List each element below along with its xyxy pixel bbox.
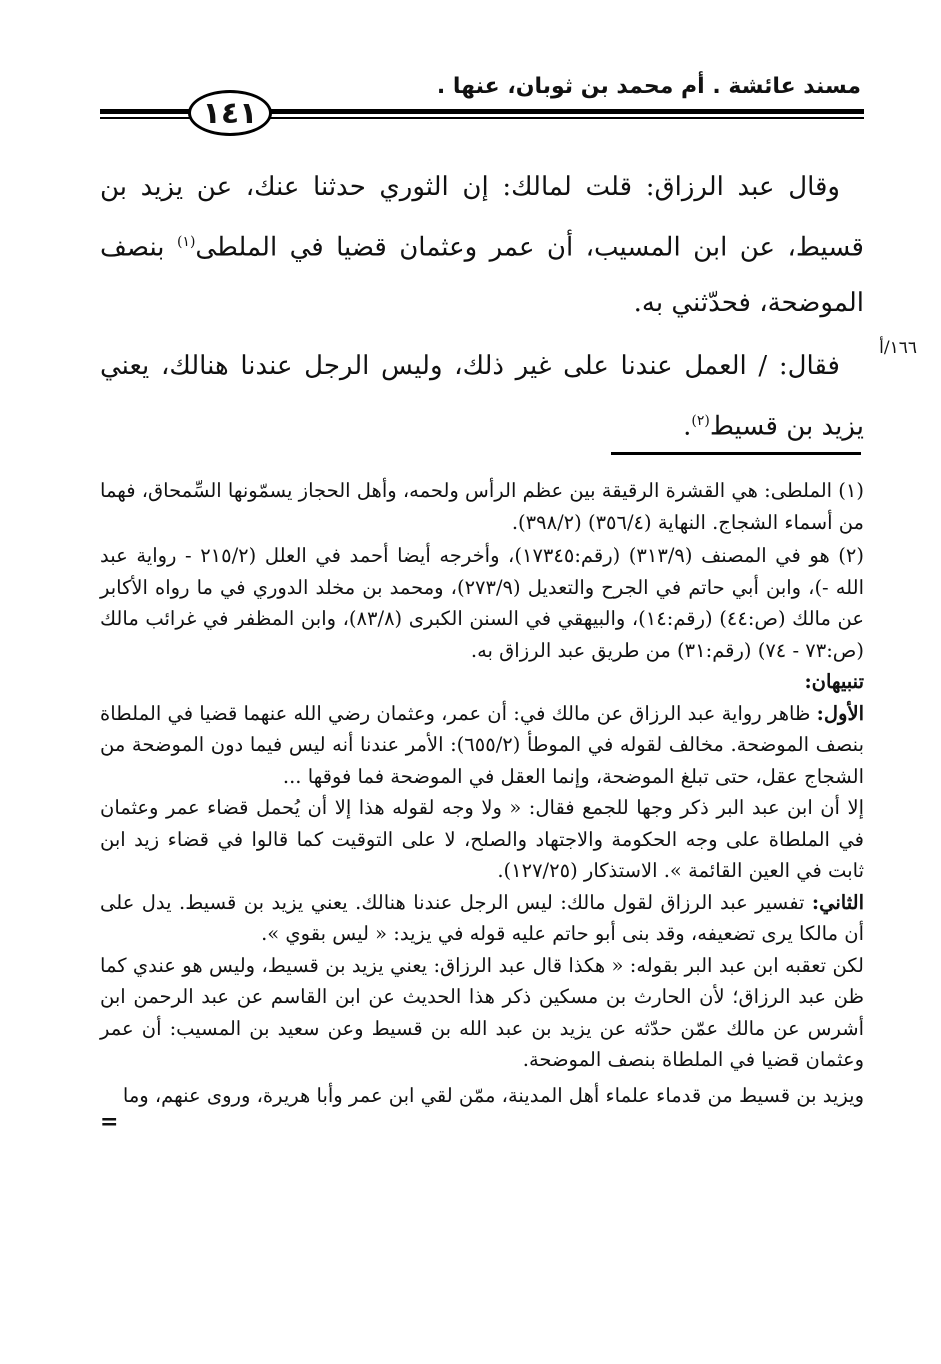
note-second-label: الثاني: — [811, 890, 864, 914]
main-paragraph-2-text: فقال: / العمل عندنا على غير ذلك، وليس الرجل عندنا هنالك، يعني يزيد بن قسيط — [100, 350, 864, 442]
main-paragraph-2-tail: . — [683, 411, 692, 442]
note-first-text: ظاهر رواية عبد الرزاق عن مالك في: أن عمر، وعثمان رضي الله عنهما قضيا في الملطاة بنصف الموضحة. مخالف لقوله في الموطأ (٦٥٥/٢): الأمر عندنا أنه ليس فيما دون الموضحة من الشجاج عقل، حتى تبلغ الموضحة، وإنما العقل في الموضحة فما فوقها ... — [100, 701, 864, 788]
footnotes — [100, 475, 864, 1133]
footnote-ref-1: (١) — [176, 234, 196, 250]
main-paragraph-1 — [100, 160, 864, 331]
note-first-continued: إلا أن ابن عبد البر ذكر وجها للجمع فقال: « ولا وجه لقوله هذا إلا أن يُحمل قضاء عمر وعثمان في الملطاة على وجه الحكومة والاجتهاد والصلح، لا على التوقيت كما قالوا في قضاء زيد ابن ثابت في العين القائمة ». الاستذكار (١٢٧/٢٥). — [100, 796, 864, 882]
main-paragraph-1-text: وقال عبد الرزاق: قلت لمالك: إن الثوري حدثنا عنك، عن يزيد بن قسيط، عن ابن المسيب، أن عمر وعثمان قضيا في الملطى — [100, 172, 864, 263]
main-paragraph-2 — [100, 339, 864, 455]
footnote-1: (١) الملطى: هي القشرة الرقيقة بين عظم الرأس ولحمه، وأهل الحجاز يسمّونها السِّمحاق، فهما من أسماء الشجاج. النهاية (٣٥٦/٤) (٣٩٨/٢). — [100, 479, 864, 534]
header-title: مسند عائشة . أم محمد بن ثوبان، عنها . — [436, 74, 861, 99]
page-number: ١٤١ — [188, 90, 272, 136]
tanbihat-heading: تنبيهان: — [804, 670, 864, 693]
note-second-text: تفسير عبد الرزاق لقول مالك: ليس الرجل عندنا هنالك. يعني يزيد بن قسيط. يدل على أن مالكا يرى تضعيفه، وقد بنى أبو حاتم عليه قوله في يزيد: « ليس بقوي ». — [100, 890, 864, 945]
footnote-2: (٢) هو في المصنف (٣١٣/٩) (رقم:١٧٣٤٥)، وأخرجه أيضا أحمد في العلل (٢١٥/٢ - رواية عبد الله -)، وابن أبي حاتم في الجرح والتعديل (٢٧٣/٩)، ومحمد بن مخلد الدوري في ما رواه الأكابر عن مالك (ص:٤٤) (رقم:١٤)، والبيهقي في السنن الكبرى (٨٣/٨)، وابن المظفر في غرائب مالك (ص:٧٣ - ٧٤) (رقم:٣١) من طريق عبد الرزاق به. — [100, 544, 865, 662]
footnote-ref-2: (٢) — [691, 412, 710, 429]
continuation-mark: = — [100, 1109, 119, 1135]
note-last-paragraph: ويزيد بن قسيط من قدماء علماء أهل المدينة، ممّن لقي ابن عمر وأبا هريرة، وروى عنهم، وما — [122, 1083, 864, 1107]
main-body — [100, 160, 864, 454]
manuscript-folio-note: ١٦٦/أ — [879, 338, 917, 358]
footnote-separator — [611, 452, 861, 455]
note-first-label: الأول: — [816, 701, 864, 725]
note-first — [100, 698, 864, 793]
main-paragraph-1-tail: بنصف الموضحة، فحدّثني به. — [100, 232, 864, 318]
note-second-continued: لكن تعقبه ابن عبد البر بقوله: « هكذا قال عبد الرزاق: يعني يزيد بن قسيط، وليس هو عندي كما ظن عبد الرزاق؛ لأن الحارث بن مسكين ذكر هذا الحديث عن ابن القاسم عن عبد الرحمن ابن أشرس عن مالك عمّن حدّثه عن يزيد بن عبد الله بن قسيط وعن سعيد بن المسيب: أن عمر وعثمان قضيا في الملطاة بنصف الموضحة. — [100, 953, 864, 1071]
note-second — [100, 887, 864, 950]
